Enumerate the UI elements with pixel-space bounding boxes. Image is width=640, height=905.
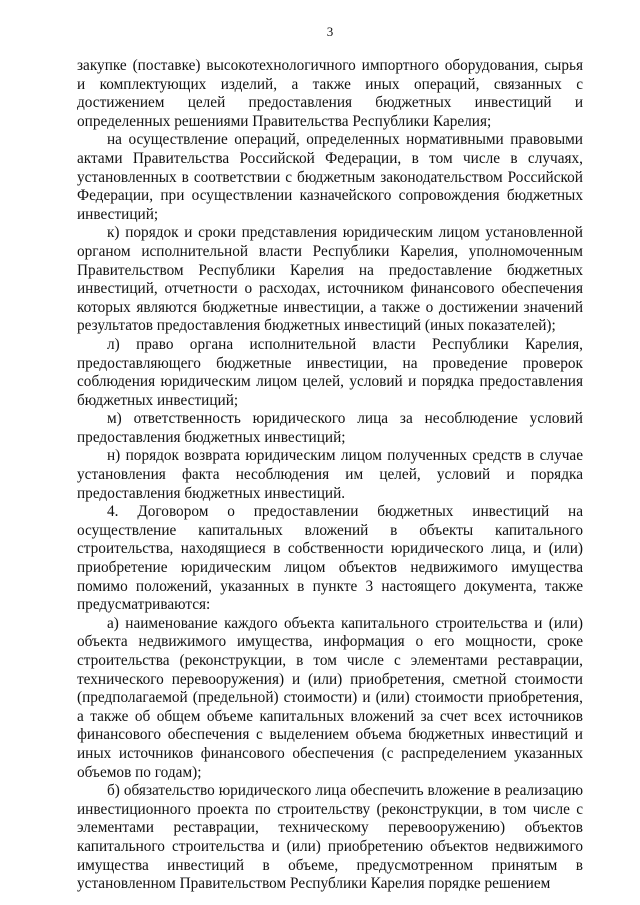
paragraph-a: а) наименование каждого объекта капитального строительства и (или) объекта недвижимого имущества, информация о его мощности, сроке строительства (реконструкции, в том числе с элементами реставрации, технического перевооружения) и (или) приобретения, сметной стоимости (предполагаемой (предельной) стоимости) и (или) стоимости приобретения, а также об общем объеме капитальных вложений за счет всех источников финансового обеспечения с выделением объема бюджетных инвестиций и иных источников финансового обеспечения (с распределением указанных объемов по годам); bbox=[77, 614, 583, 781]
paragraph-operations: на осуществление операций, определенных нормативными правовыми актами Правительства Российской Федерации, в том числе в случаях, установленных в соответствии с бюджетным законодательством Российской Федерации, при осуществлении казначейского сопровождения бюджетных инвестиций; bbox=[77, 131, 583, 223]
paragraph-n: н) порядок возврата юридическим лицом полученных средств в случае установления факта несоблюдения им целей, условий и порядка предоставления бюджетных инвестиций. bbox=[77, 447, 583, 502]
paragraph-m: м) ответственность юридического лица за несоблюдение условий предоставления бюджетных инвестиций; bbox=[77, 410, 583, 446]
paragraph-l: л) право органа исполнительной власти Республики Карелия, предоставляющего бюджетные инвестиции, на проведение проверок соблюдения юридическим лицом целей, условий и порядка предоставления бюджетных инвестиций; bbox=[77, 335, 583, 409]
document-body bbox=[77, 57, 583, 894]
paragraph-continuation: закупке (поставке) высокотехнологичного импортного оборудования, сырья и комплектующих изделий, а также иных операций, связанных с достижением целей предоставления бюджетных инвестиций и определенных решениями Правительства Республики Карелия; bbox=[77, 57, 583, 130]
paragraph-k: к) порядок и сроки представления юридическим лицом установленной органом исполнительной власти Республики Карелия, уполномоченным Правительством Республики Карелия на предоставление бюджетных инвестиций, отчетности о расходах, источником финансового обеспечения которых являются бюджетные инвестиции, а также о достижении значений результатов предоставления бюджетных инвестиций (иных показателей); bbox=[77, 224, 583, 335]
paragraph-b: б) обязательство юридического лица обеспечить вложение в реализацию инвестиционного проекта по строительству (реконструкции, в том числе с элементами реставрации, техническому перевооружению) объектов капитального строительства и (или) приобретению объектов недвижимого имущества инвестиций в объеме, предусмотренном принятым в установленном Правительством Республики Карелия порядке решением bbox=[77, 782, 583, 893]
page-number: 3 bbox=[326, 24, 334, 39]
paragraph-section-4: 4. Договором о предоставлении бюджетных инвестиций на осуществление капитальных вложений в объекты капитального строительства, находящиеся в собственности юридического лица, и (или) приобретение юридическим лицом объектов недвижимого имущества помимо положений, указанных в пункте 3 настоящего документа, также предусматриваются: bbox=[77, 503, 583, 614]
